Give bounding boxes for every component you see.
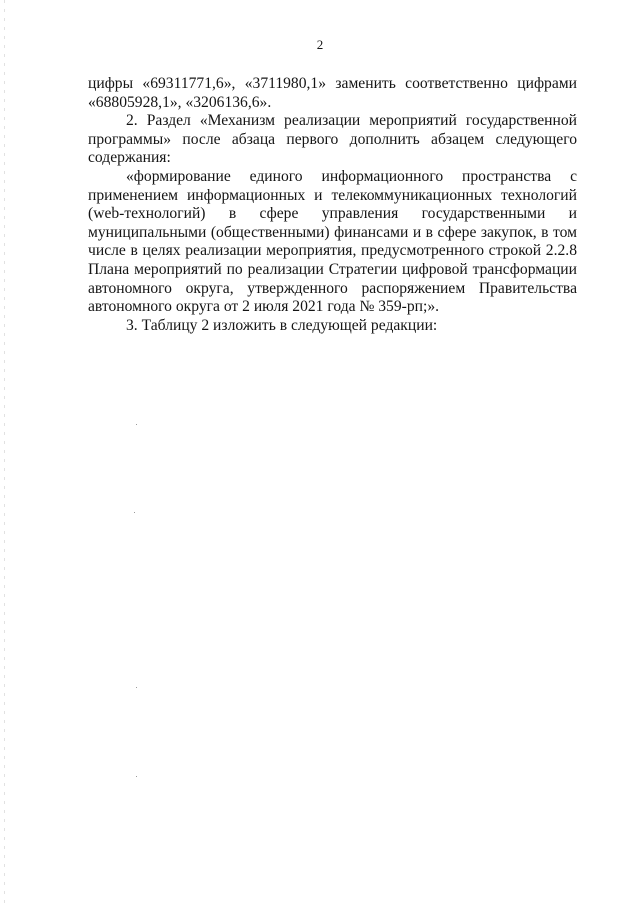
paragraph-item-2: 2. Раздел «Механизм реализации мероприятий государственной программы» после абзаца первого дополнить абзацем следующего содержания:: [88, 112, 577, 167]
document-body: [88, 75, 577, 335]
paragraph-continuation: цифры «69311771,6», «3711980,1» заменить соответственно цифрами «68805928,1», «3206136,6».: [88, 75, 577, 111]
scan-speck: [134, 512, 135, 513]
scan-speck: [136, 424, 137, 425]
paragraph-item-3: 3. Таблицу 2 изложить в следующей редакции:: [126, 316, 438, 334]
page-number: 2: [316, 37, 324, 52]
scan-speck: [136, 687, 137, 688]
scan-edge-artifact: [4, 0, 5, 905]
scan-speck: [136, 776, 137, 777]
paragraph-quoted-text: «формирование единого информационного пространства с применением информационных и телекоммуникационных технологий (web-технологий) в сфере управления государственными и муниципальными (общественными) финансами и в сфере закупок, в том числе в целях реализации мероприятия, предусмотренного строкой 2.2.8 Плана мероприятий по реализации Стратегии цифровой трансформации автономного округа, утвержденного распоряжением Правительства автономного округа от 2 июля 2021 года № 359-рп;».: [88, 167, 577, 316]
